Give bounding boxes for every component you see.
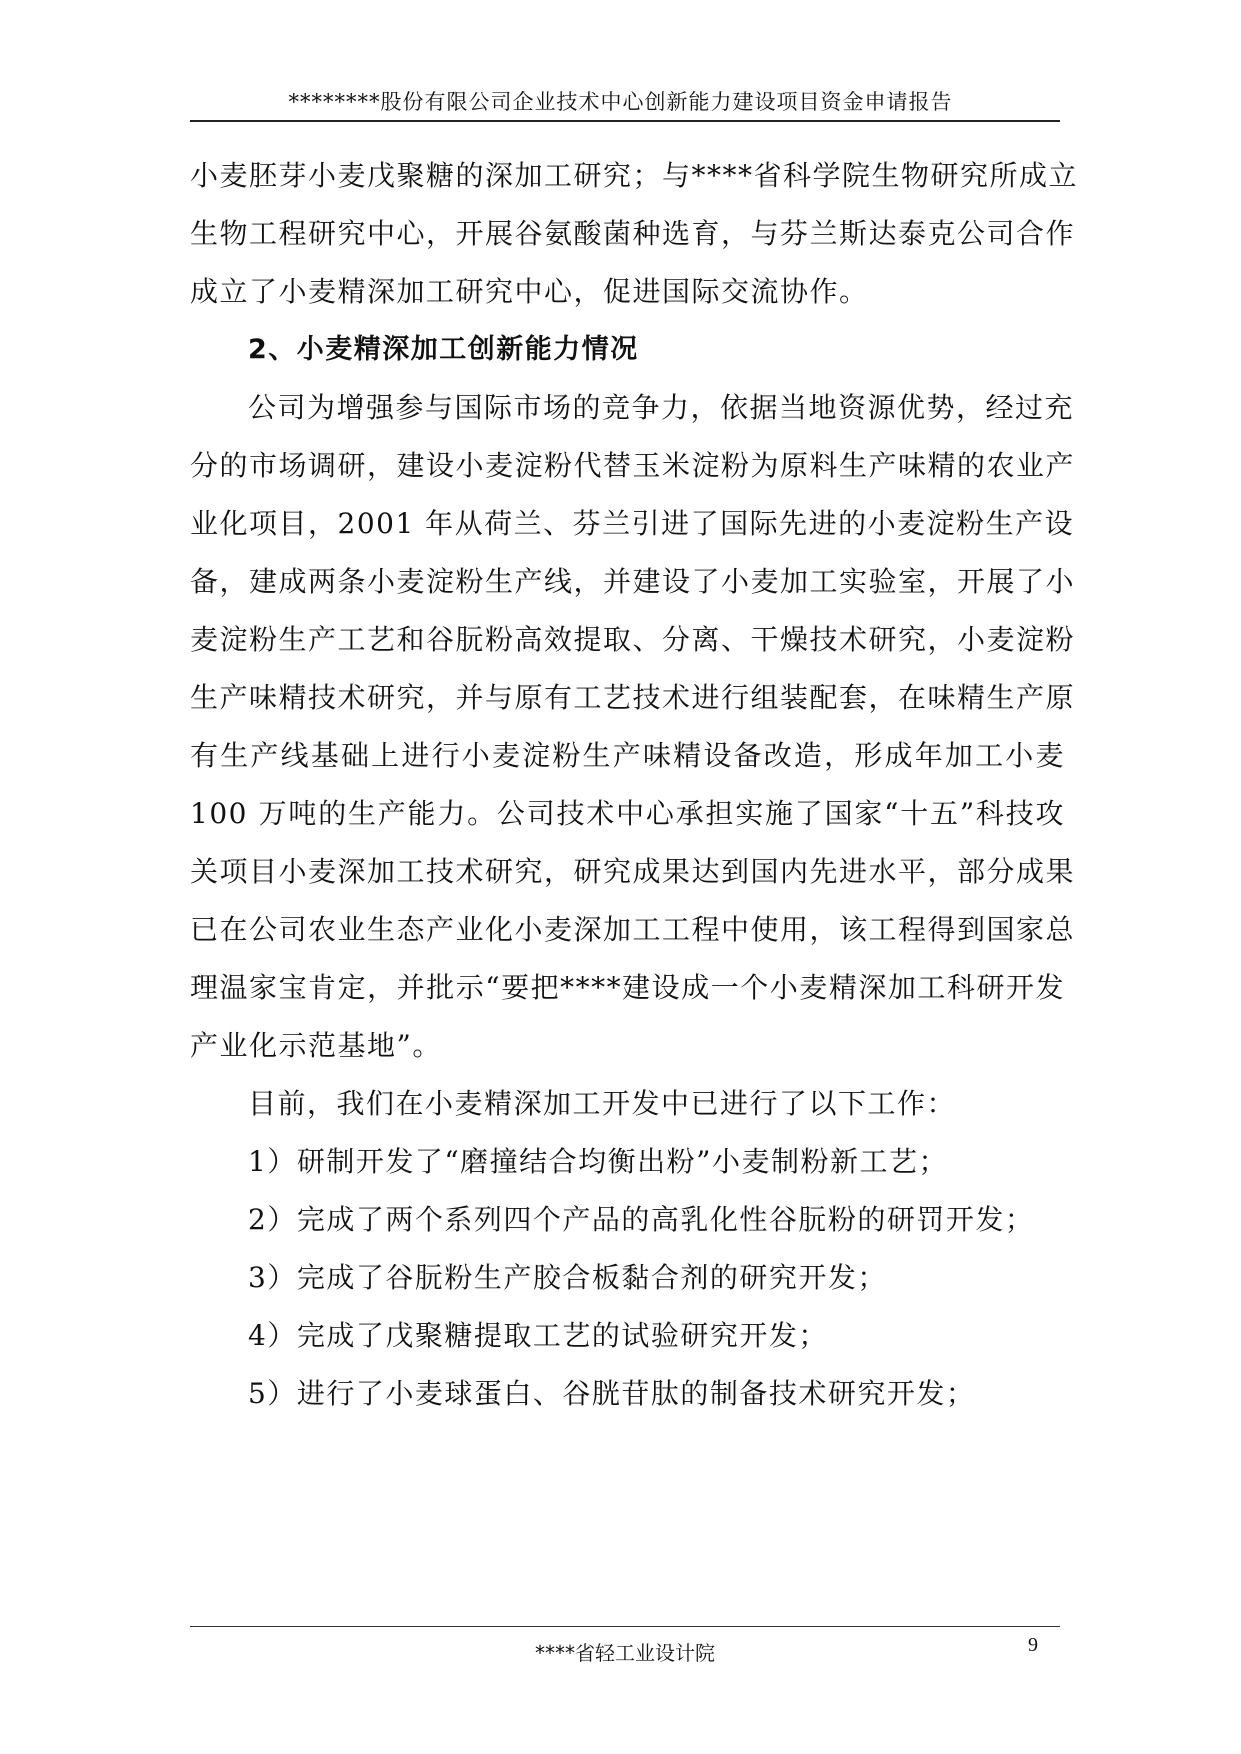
paragraph-line: 备，建成两条小麦淀粉生产线，并建设了小麦加工实验室，开展了小: [190, 565, 1076, 598]
list-item: 2）完成了两个系列四个产品的高乳化性谷朊粉的研罚开发；: [248, 1203, 1035, 1236]
page-number: 9: [1028, 1634, 1038, 1656]
paragraph-line: 理温家宝肯定，并批示“要把****建设成一个小麦精深加工科研开发: [190, 971, 1065, 1004]
paragraph-line: 麦淀粉生产工艺和谷朊粉高效提取、分离、干燥技术研究，小麦淀粉: [190, 623, 1076, 656]
list-item: 4）完成了戊聚糖提取工艺的试验研究开发；: [248, 1319, 828, 1352]
paragraph-line: 100 万吨的生产能力。公司技术中心承担实施了国家“十五”科技攻: [190, 797, 1065, 830]
paragraph-line: 小麦胚芽小麦戊聚糖的深加工研究；与****省科学院生物研究所成立: [190, 159, 1079, 192]
footer-divider: [190, 1626, 1060, 1627]
paragraph-line: 业化项目，2001 年从荷兰、芬兰引进了国际先进的小麦淀粉生产设: [190, 507, 1075, 540]
list-item: 5）进行了小麦球蛋白、谷胱苷肽的制备技术研究开发；: [248, 1377, 976, 1410]
list-item: 3）完成了谷朊粉生产胶合板黏合剂的研究开发；: [248, 1261, 887, 1294]
paragraph-line: 有生产线基础上进行小麦淀粉生产味精设备改造，形成年加工小麦: [190, 739, 1065, 772]
list-item: 1）研制开发了“磨撞结合均衡出粉”小麦制粉新工艺；: [248, 1145, 948, 1178]
paragraph-line: 关项目小麦深加工技术研究，研究成果达到国内先进水平，部分成果: [190, 855, 1076, 888]
paragraph-line: 分的市场调研，建设小麦淀粉代替玉米淀粉为原料生产味精的农业产: [190, 449, 1076, 482]
paragraph-line: 产业化示范基地”。: [190, 1029, 442, 1062]
paragraph-line: 公司为增强参与国际市场的竞争力，依据当地资源优势，经过充: [248, 391, 1075, 424]
header-divider: [190, 120, 1060, 122]
paragraph-line: 生产味精技术研究，并与原有工艺技术进行组装配套，在味精生产原: [190, 681, 1076, 714]
paragraph-line: 已在公司农业生态产业化小麦深加工工程中使用，该工程得到国家总: [190, 913, 1076, 946]
header-title: ********股份有限公司企业技术中心创新能力建设项目资金申请报告: [288, 90, 953, 114]
section-heading: 2、小麦精深加工创新能力情况: [248, 334, 639, 365]
list-intro: 目前，我们在小麦精深加工开发中已进行了以下工作：: [248, 1087, 957, 1120]
footer-org: ****省轻工业设计院: [535, 1641, 715, 1665]
paragraph-line: 成立了小麦精深加工研究中心，促进国际交流协作。: [190, 275, 869, 308]
paragraph-line: 生物工程研究中心，开展谷氨酸菌种选育，与芬兰斯达泰克公司合作: [190, 217, 1076, 250]
